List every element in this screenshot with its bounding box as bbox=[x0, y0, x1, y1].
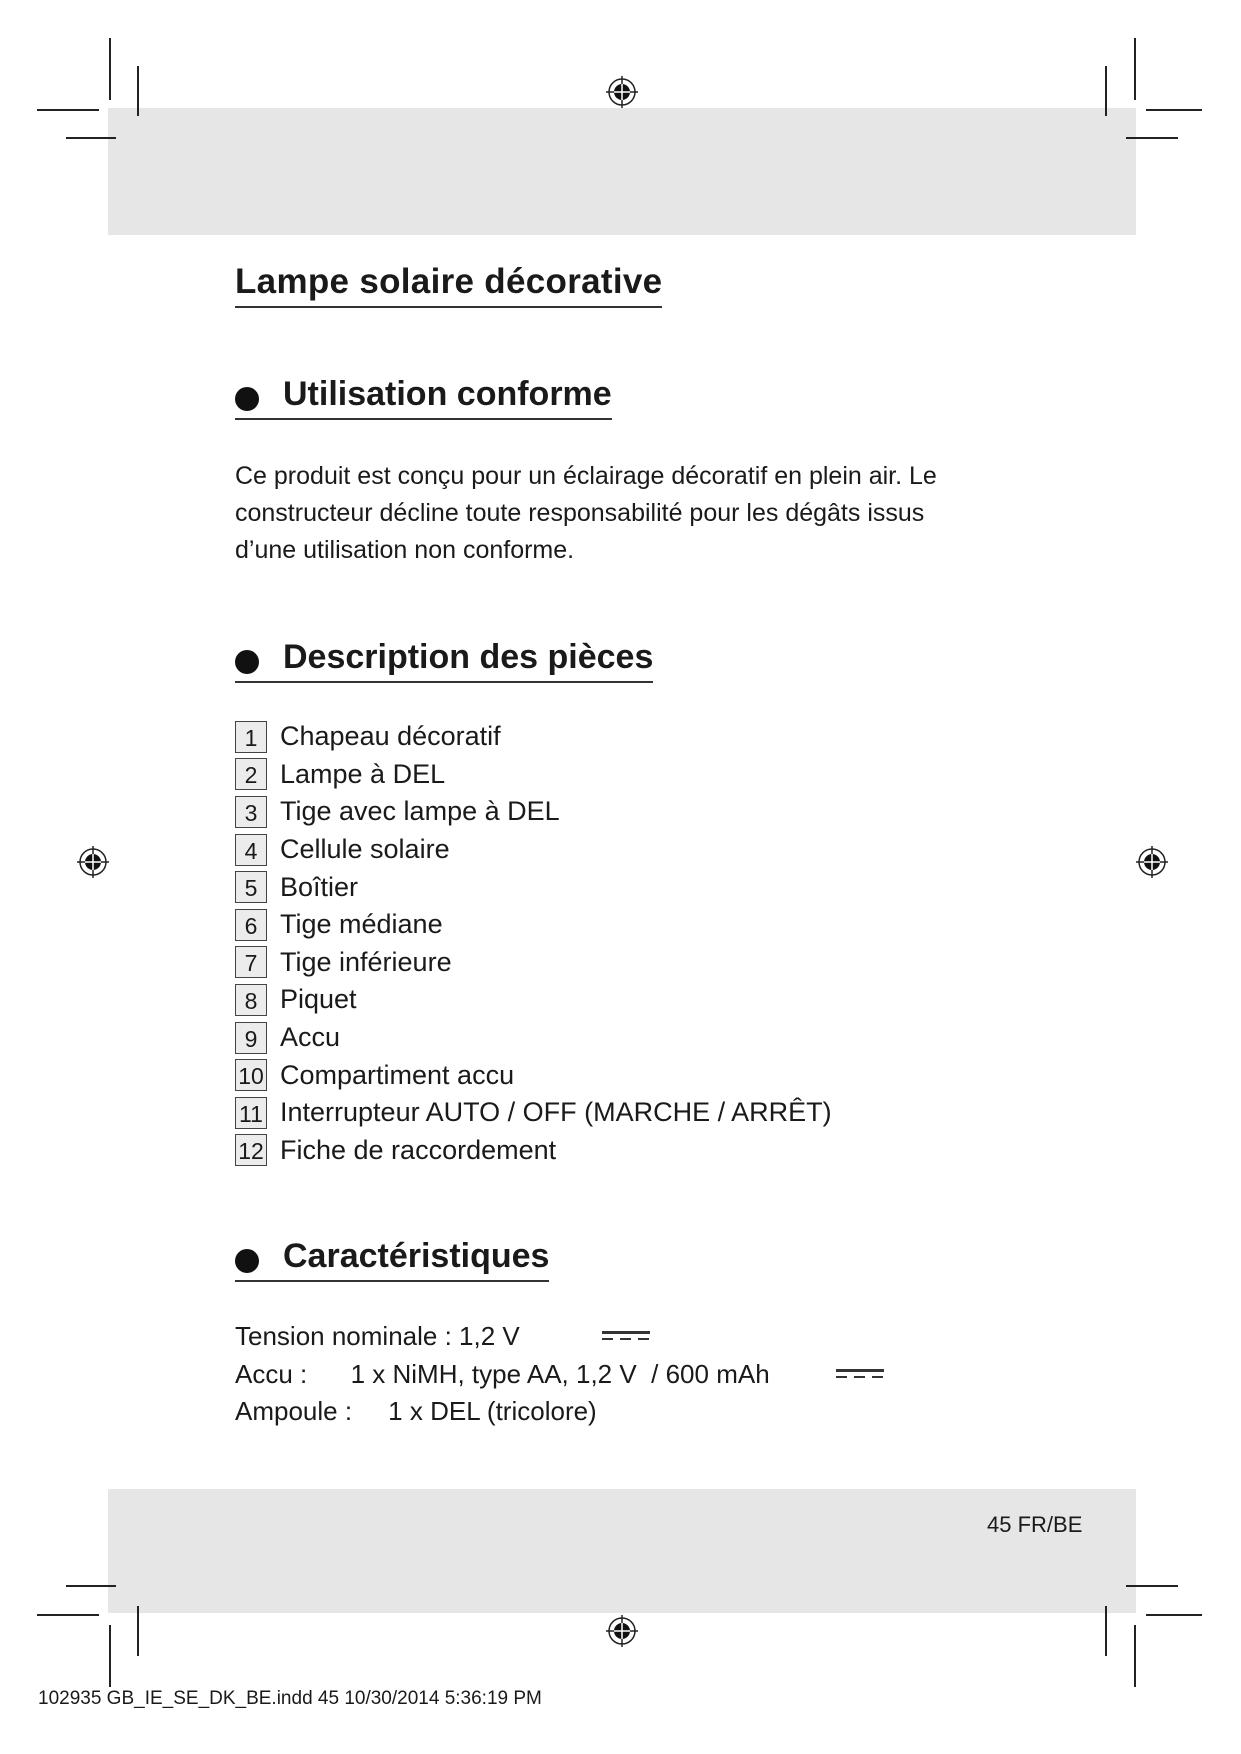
part-number: 6 bbox=[235, 909, 267, 941]
paragraph-line: Ce produit est conçu pour un éclairage décoratif en plein air. Le bbox=[235, 462, 937, 490]
spec-row bbox=[235, 1318, 770, 1356]
list-item bbox=[235, 831, 832, 869]
part-label: Piquet bbox=[280, 984, 357, 1015]
list-item bbox=[235, 944, 832, 982]
part-label: Lampe à DEL bbox=[280, 758, 446, 789]
list-item bbox=[235, 1094, 832, 1132]
part-number: 1 bbox=[235, 721, 267, 753]
list-item bbox=[235, 906, 832, 944]
heading-text: Utilisation conforme bbox=[283, 375, 612, 413]
part-label: Cellule solaire bbox=[280, 834, 450, 865]
section-heading-parts bbox=[235, 638, 653, 683]
spec-row bbox=[235, 1393, 770, 1431]
list-item bbox=[235, 981, 832, 1019]
spec-text: Accu : 1 x NiMH, type AA, 1,2 V / 600 mAh bbox=[235, 1358, 770, 1389]
registration-mark-icon bbox=[1134, 844, 1170, 880]
list-item bbox=[235, 718, 832, 756]
part-number: 9 bbox=[235, 1022, 267, 1054]
part-label: Interrupteur AUTO / OFF (MARCHE / ARRÊT) bbox=[280, 1097, 832, 1128]
list-item bbox=[235, 868, 832, 906]
footer-band bbox=[108, 1489, 1136, 1613]
bullet-icon bbox=[235, 1249, 259, 1273]
section-heading-usage bbox=[235, 375, 612, 420]
parts-list bbox=[235, 718, 832, 1169]
bullet-icon bbox=[235, 650, 259, 674]
paragraph-line: d’une utilisation non conforme. bbox=[235, 536, 575, 564]
registration-mark-icon bbox=[604, 1613, 640, 1649]
dc-symbol-icon bbox=[836, 1369, 884, 1378]
part-number: 3 bbox=[235, 796, 267, 828]
part-number: 11 bbox=[235, 1097, 267, 1129]
spec-text: Tension nominale : 1,2 V bbox=[235, 1321, 520, 1351]
part-number: 2 bbox=[235, 758, 267, 790]
print-slug: 102935 GB_IE_SE_DK_BE.indd 45 10/30/2014 5:36:19 PM bbox=[38, 1688, 542, 1709]
part-label: Chapeau décoratif bbox=[280, 721, 501, 752]
part-label: Tige avec lampe à DEL bbox=[280, 796, 560, 827]
list-item bbox=[235, 756, 832, 794]
section-heading-specs bbox=[235, 1237, 549, 1282]
heading-text: Caractéristiques bbox=[283, 1237, 550, 1275]
part-number: 7 bbox=[235, 946, 267, 978]
heading-text: Description des pièces bbox=[283, 638, 654, 676]
list-item bbox=[235, 1132, 832, 1170]
list-item bbox=[235, 1056, 832, 1094]
part-label: Tige inférieure bbox=[280, 946, 452, 977]
spec-text: Ampoule : 1 x DEL (tricolore) bbox=[235, 1396, 597, 1427]
part-number: 8 bbox=[235, 984, 267, 1016]
part-label: Boîtier bbox=[280, 871, 359, 902]
part-label: Fiche de raccordement bbox=[280, 1134, 557, 1165]
part-number: 5 bbox=[235, 871, 267, 903]
registration-mark-icon bbox=[75, 844, 111, 880]
page-number: 45 FR/BE bbox=[987, 1512, 1083, 1537]
part-label: Compartiment accu bbox=[280, 1059, 515, 1090]
paragraph-line: constructeur décline toute responsabilité pour les dégâts issus bbox=[235, 499, 925, 527]
list-item bbox=[235, 1019, 832, 1057]
bullet-icon bbox=[235, 387, 259, 411]
part-label: Accu bbox=[280, 1022, 341, 1053]
list-item bbox=[235, 793, 832, 831]
header-band bbox=[108, 108, 1136, 235]
registration-mark-icon bbox=[604, 74, 640, 110]
part-number: 12 bbox=[235, 1134, 267, 1166]
spec-row bbox=[235, 1356, 770, 1394]
usage-paragraph bbox=[235, 458, 1035, 569]
specs-list bbox=[235, 1318, 770, 1431]
part-number: 10 bbox=[235, 1059, 267, 1091]
part-label: Tige médiane bbox=[280, 909, 443, 940]
dc-symbol-icon bbox=[602, 1331, 650, 1340]
part-number: 4 bbox=[235, 834, 267, 866]
page-title: Lampe solaire décorative bbox=[235, 262, 662, 308]
